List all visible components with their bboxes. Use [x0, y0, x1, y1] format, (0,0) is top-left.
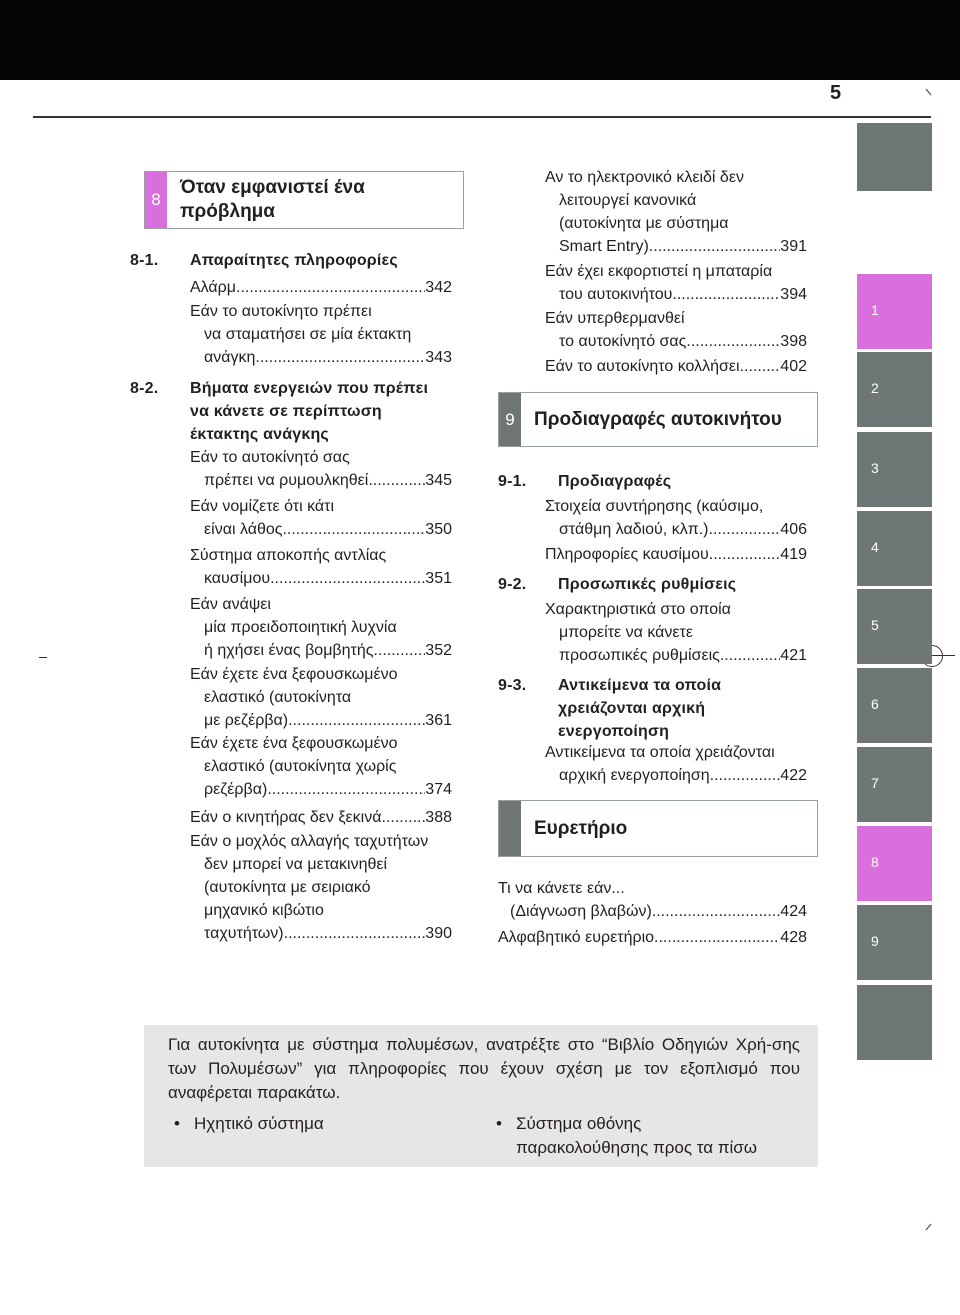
section-9-1: 9-1. Προδιαγραφές	[498, 473, 672, 490]
page-reference: 374	[425, 781, 452, 798]
leader-dots	[686, 330, 780, 353]
leader-dots	[709, 518, 781, 541]
chapter-title: Όταν εμφανιστεί ένα πρόβλημα	[180, 177, 365, 222]
leader-dots	[255, 346, 425, 369]
toc-entry[interactable]: Αντικείμενα τα οποία χρειάζονται αρχική ενεργοποίηση ..... 422	[545, 741, 807, 787]
page-reference: 342	[425, 279, 452, 296]
leader-dots	[368, 469, 425, 492]
leader-dots	[652, 900, 781, 923]
page-reference: 390	[425, 925, 452, 942]
page-reference: 394	[780, 286, 807, 303]
toc-entry[interactable]	[190, 806, 452, 829]
page-number: 5	[830, 82, 842, 104]
toc-entry[interactable]: Εάν ανάψει μία προειδοποιητική λυχνία ή ηχήσει ένας βομβητής ..... 352	[190, 593, 452, 662]
chapter-tab-4[interactable]: 4	[857, 511, 932, 586]
toc-entry[interactable]: Εάν έχει εκφορτιστεί η μπαταρία του αυτοκινήτου ..... 394	[545, 260, 807, 306]
index-header	[498, 800, 818, 857]
leader-dots	[710, 764, 781, 787]
toc-entry[interactable]: Αν το ηλεκτρονικό κλειδί δεν λειτουργεί κανονικά (αυτοκίνητα με σύστημα Smart Entry) ..... 391	[545, 166, 807, 258]
chapter-9-header	[498, 392, 818, 447]
entry-title: Αλάρμ	[190, 279, 236, 296]
toc-entry[interactable]	[190, 276, 452, 299]
toc-entry[interactable]: Εάν το αυτοκίνητο πρέπει να σταματήσει σε μία έκτακτη ανάγκη ..... 343	[190, 300, 452, 369]
entry-title: Αλφαβητικό ευρετήριο	[498, 929, 655, 946]
leader-dots	[267, 778, 425, 801]
entry-title: Smart Entry)	[559, 238, 649, 255]
chapter-tab-blank[interactable]	[857, 123, 932, 191]
note-bullet: • Ηχητικό σύστημα	[174, 1114, 324, 1133]
page-reference: 388	[425, 809, 452, 826]
chapter-tab-7[interactable]: 7	[857, 747, 932, 822]
chapter-title: Προδιαγραφές αυτοκινήτου	[534, 409, 782, 430]
toc-entry[interactable]	[545, 543, 807, 566]
page-reference: 428	[780, 929, 807, 946]
leader-dots	[720, 644, 780, 667]
leader-dots	[649, 235, 781, 258]
section-8-1: 8-1. Απαραίτητες πληροφορίες	[130, 252, 398, 269]
toc-entry[interactable]: Εάν το αυτοκίνητό σας πρέπει να ρυμουλκηθεί ..... 345	[190, 446, 452, 492]
page-reference: 352	[425, 642, 452, 659]
chapter-8-header	[144, 171, 464, 229]
section-8-2: 8-2. Βήματα ενεργειών που πρέπει να κάνετε σε περίπτωση έκτακτης ανάγκης	[130, 380, 429, 443]
leader-dots	[284, 922, 426, 945]
page-reference: 345	[425, 472, 452, 489]
page-reference: 402	[780, 358, 807, 375]
note-bullet: • Σύστημα οθόνης παρακολούθησης προς τα πίσω	[496, 1114, 758, 1157]
page-reference: 406	[780, 521, 807, 538]
entry-title: ταχυτήτων)	[204, 925, 284, 942]
entry-title: Εάν ο κινητήρας δεν ξεκινά	[190, 809, 382, 826]
multimedia-note-box	[144, 1025, 818, 1167]
leader-dots	[373, 639, 425, 662]
chapter-tab-5[interactable]: 5	[857, 589, 932, 664]
entry-title: καυσίμου	[204, 570, 271, 587]
toc-entry[interactable]: Εάν έχετε ένα ξεφουσκωμένο ελαστικό (αυτοκίνητα με ρεζέρβα) ..... 361	[190, 663, 452, 732]
page-reference: 398	[780, 333, 807, 350]
section-9-3: 9-3. Αντικείμενα τα οποία χρειάζονται αρχική ενεργοποίηση	[498, 677, 722, 740]
leader-dots	[381, 806, 425, 829]
page-reference: 343	[425, 349, 452, 366]
page-reference: 421	[780, 647, 807, 664]
chapter-tab-blank[interactable]	[857, 985, 932, 1060]
chapter-number: 9	[499, 393, 521, 446]
page-reference: 391	[780, 238, 807, 255]
toc-entry[interactable]	[545, 355, 807, 378]
entry-title: το αυτοκίνητό σας	[559, 333, 687, 350]
leader-dots	[740, 355, 781, 378]
toc-entry[interactable]: Σύστημα αποκοπής αντλίας καυσίμου ..... 351	[190, 544, 452, 590]
entry-title: Πληροφορίες καυσίμου	[545, 546, 709, 563]
leader-dots	[709, 543, 781, 566]
entry-title: στάθμη λαδιού, κλπ.)	[559, 521, 709, 538]
crop-mark	[39, 657, 47, 658]
toc-entry[interactable]: Χαρακτηριστικά στο οποία μπορείτε να κάνετε προσωπικές ρυθμίσεις ..... 421	[545, 598, 807, 667]
leader-dots	[654, 926, 780, 949]
chapter-tab-1[interactable]: 1	[857, 274, 932, 349]
toc-entry[interactable]: Εάν ο μοχλός αλλαγής ταχυτήτων δεν μπορεί να μετακινηθεί (αυτοκίνητα με σειριακό μηχανικό κιβώτιο ταχυτήτων) ..... 390	[190, 830, 452, 945]
leader-dots	[236, 276, 425, 299]
page-reference: 424	[780, 903, 807, 920]
chapter-tab-8[interactable]: 8	[857, 826, 932, 901]
section-9-2: 9-2. Προσωπικές ρυθμίσεις	[498, 576, 737, 593]
entry-title: ανάγκη	[204, 349, 256, 366]
toc-entry[interactable]: Στοιχεία συντήρησης (καύσιμο, στάθμη λαδιού, κλπ.) ..... 406	[545, 495, 807, 541]
chapter-tab-6[interactable]: 6	[857, 668, 932, 743]
toc-entry[interactable]: Τι να κάνετε εάν... (Διάγνωση βλαβών) ..... 424	[498, 877, 807, 923]
toc-entry[interactable]	[498, 926, 807, 949]
leader-dots	[282, 518, 425, 541]
crop-mark	[926, 89, 932, 96]
top-black-bar	[0, 0, 960, 80]
toc-entry[interactable]: Εάν νομίζετε ότι κάτι είναι λάθος ..... 350	[190, 495, 452, 541]
entry-title: Εάν το αυτοκίνητο κολλήσει	[545, 358, 740, 375]
crop-mark	[926, 1224, 932, 1231]
entry-title: ή ηχήσει ένας βομβητής	[204, 642, 374, 659]
toc-entry[interactable]: Εάν υπερθερμανθεί το αυτοκίνητό σας ..... 398	[545, 307, 807, 353]
leader-dots	[270, 567, 425, 590]
entry-title: με ρεζέρβα)	[204, 712, 289, 729]
entry-title: αρχική ενεργοποίηση	[559, 767, 710, 784]
note-text: Για αυτοκίνητα με σύστημα πολυμέσων, ανατρέξτε στο “Βιβλίο Οδηγιών Χρή-σης των Πολυμέσων” για πληροφορίες που έχουν σχέση με τον εξοπλισμό που αναφέρεται παρακάτω.	[168, 1035, 800, 1102]
chapter-tab-2[interactable]: 2	[857, 352, 932, 427]
header-rule	[33, 116, 931, 118]
chapter-number	[499, 801, 521, 856]
page-reference: 350	[425, 521, 452, 538]
page-reference: 422	[780, 767, 807, 784]
page-reference: 419	[780, 546, 807, 563]
entry-title: πρέπει να ρυμουλκηθεί	[204, 472, 369, 489]
chapter-tab-3[interactable]: 3	[857, 432, 932, 507]
index-title: Ευρετήριο	[534, 818, 628, 839]
chapter-tab-9[interactable]: 9	[857, 905, 932, 980]
toc-entry[interactable]: Εάν έχετε ένα ξεφουσκωμένο ελαστικό (αυτοκίνητα χωρίς ρεζέρβα) ..... 374	[190, 732, 452, 801]
entry-title: είναι λάθος	[204, 521, 283, 538]
entry-title: προσωπικές ρυθμίσεις	[559, 647, 720, 664]
entry-title: (Διάγνωση βλαβών)	[510, 903, 652, 920]
chapter-number: 8	[145, 172, 167, 228]
page-reference: 351	[425, 570, 452, 587]
entry-title: του αυτοκινήτου	[559, 286, 673, 303]
leader-dots	[288, 709, 425, 732]
entry-title: ρεζέρβα)	[204, 781, 268, 798]
leader-dots	[672, 283, 780, 306]
page-reference: 361	[425, 712, 452, 729]
